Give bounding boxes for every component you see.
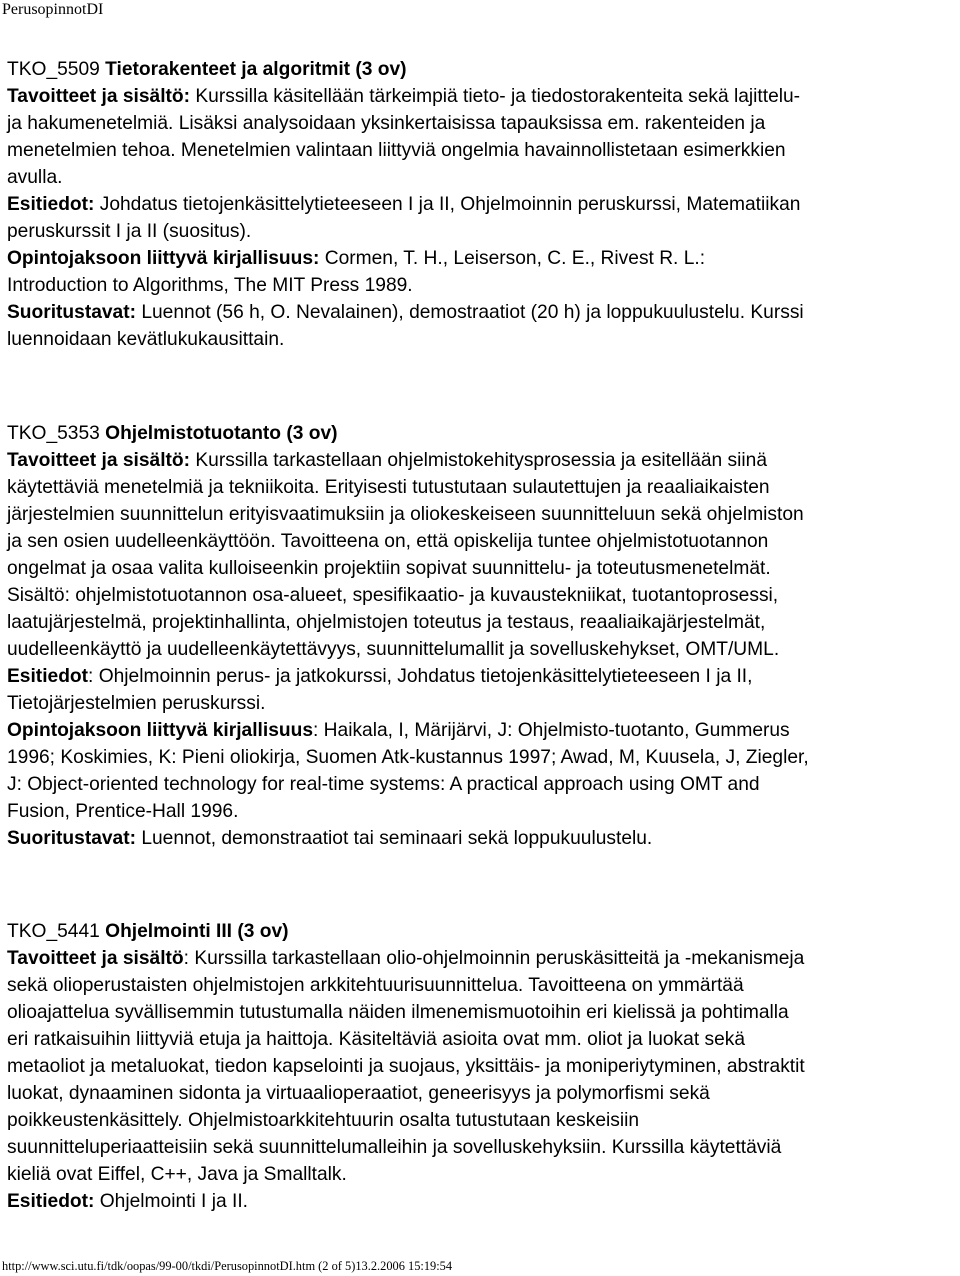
body-text: Johdatus tietojenkäsittelytieteeseen I ja II, Ohjelmoinnin peruskurssi, Matematiikan: [99, 194, 801, 215]
course-text-line: [7, 110, 957, 137]
course-text-line: [7, 1134, 957, 1161]
course-text-line: [7, 972, 957, 999]
body-text: 1996; Koskimies, K: Pieni oliokirja, Suomen Atk-kustannus 1997; Awad, M, Kuusela, J, Ziegler,: [7, 747, 809, 768]
body-text: luennoidaan kevätlukukausittain.: [7, 329, 285, 350]
course-text-line: [7, 1161, 957, 1188]
course-text-line: [7, 1107, 957, 1134]
course-text-line: [7, 582, 957, 609]
body-text: J: Object-oriented technology for real-time systems: A practical approach using OMT and: [7, 774, 760, 795]
field-label: Tavoitteet ja sisältö:: [7, 86, 196, 107]
course-section: [7, 56, 957, 353]
course-text-line: [7, 945, 957, 972]
body-text: : Haikala, I, Märijärvi, J: Ohjelmisto-tuotanto, Gummerus: [313, 720, 790, 741]
body-text: Fusion, Prentice-Hall 1996.: [7, 801, 239, 822]
body-text: ja hakumenetelmiä. Lisäksi analysoidaan yksinkertaisissa tapauksissa em. rakenteiden ja: [7, 113, 766, 134]
body-text: ja sen osien uudelleenkäyttöön. Tavoitteena on, että opiskelija tuntee ohjelmistotuotannon: [7, 531, 769, 552]
body-text: Cormen, T. H., Leiserson, C. E., Rivest R. L.:: [324, 248, 706, 269]
field-label: Opintojaksoon liittyvä kirjallisuus: [7, 720, 314, 741]
course-name: Ohjelmistotuotanto (3 ov): [105, 423, 338, 444]
body-text: Luennot (56 h, O. Nevalainen), demostraatiot (20 h) ja loppukuulustelu. Kurssi: [141, 302, 804, 323]
body-text: : Ohjelmoinnin perus- ja jatkokurssi, Johdatus tietojenkäsittelytieteeseen I ja II,: [88, 666, 753, 687]
course-text-line: [7, 744, 957, 771]
course-text-line: [7, 798, 957, 825]
body-text: suunnitteluperiaatteisiin sekä suunnittelumalleihin ja sovelluskehyksiin. Kurssilla käytettäviä: [7, 1137, 782, 1158]
course-code: TKO_5353: [7, 423, 100, 444]
field-label: Esitiedot: [7, 666, 89, 687]
body-text: Ohjelmointi I ja II.: [99, 1191, 248, 1212]
body-text: Kurssilla käsitellään tärkeimpiä tieto- ja tiedostorakenteita sekä lajittelu-: [195, 86, 801, 107]
course-code: TKO_5509: [7, 59, 100, 80]
course-text-line: [7, 83, 957, 110]
body-text: uudelleenkäyttö ja uudelleenkäytettävyys, suunnittelumallit ja sovelluskehykset, OMT/UML.: [7, 639, 780, 660]
course-code: TKO_5441: [7, 921, 100, 942]
course-text-line: [7, 663, 957, 690]
body-text: avulla.: [7, 167, 63, 188]
course-text-line: [7, 1188, 957, 1215]
course-section: [7, 420, 957, 852]
course-text-line: [7, 636, 957, 663]
body-text: menetelmien tehoa. Menetelmien valintaan liittyviä ongelmia havainnollistetaan esimerkkien: [7, 140, 786, 161]
course-text-line: [7, 771, 957, 798]
course-text-line: [7, 447, 957, 474]
course-text-line: [7, 164, 957, 191]
course-text-line: [7, 245, 957, 272]
course-text-line: [7, 1053, 957, 1080]
course-name: Tietorakenteet ja algoritmit (3 ov): [105, 59, 407, 80]
course-text-line: [7, 717, 957, 744]
course-text-line: [7, 555, 957, 582]
course-title: [7, 420, 957, 447]
course-text-line: [7, 326, 957, 353]
document-footer-url: http://www.sci.utu.fi/tdk/oopas/99-00/tkdi/PerusopinnotDI.htm (2 of 5)13.2.2006 15:19:54: [2, 1259, 453, 1273]
body-text: luokat, dynaaminen sidonta ja virtuaalioperaatiot, geneerisyys ja polymorfismi sekä: [7, 1083, 710, 1104]
course-name: Ohjelmointi III (3 ov): [105, 921, 289, 942]
course-text-line: [7, 272, 957, 299]
course-text-line: [7, 501, 957, 528]
body-text: eri ratkaisuihin liittyviä etuja ja haittoja. Käsiteltäviä asioita ovat mm. oliot ja luokat sekä: [7, 1029, 746, 1050]
course-text-line: [7, 825, 957, 852]
body-text: järjestelmien suunnittelun erityisvaatimuksiin ja oliokeskeiseen suunnitteluun sekä ohjelmiston: [7, 504, 804, 525]
field-label: Opintojaksoon liittyvä kirjallisuus:: [7, 248, 325, 269]
field-label: Esitiedot:: [7, 194, 100, 215]
body-text: poikkeustenkäsittely. Ohjelmistoarkkitehtuurin osalta tutustutaan keskeisiin: [7, 1110, 640, 1131]
body-text: sekä olioperustaisten ohjelmistojen arkkitehtuurisuunnittelua. Tavoitteena on ymmärtää: [7, 975, 744, 996]
body-text: Sisältö: ohjelmistotuotannon osa-alueet, spesifikaatio- ja kuvaustekniikat, tuotantoprosessi,: [7, 585, 779, 606]
course-text-line: [7, 690, 957, 717]
course-text-line: [7, 1026, 957, 1053]
field-label: Suoritustavat:: [7, 302, 142, 323]
course-text-line: [7, 999, 957, 1026]
course-text-line: [7, 299, 957, 326]
body-text: : Kurssilla tarkastellaan olio-ohjelmoinnin peruskäsitteitä ja -mekanismeja: [183, 948, 805, 969]
course-text-line: [7, 137, 957, 164]
course-text-line: [7, 1080, 957, 1107]
body-text: olioajattelua syvällisemmin tutustumalla näiden ilmenemismuotoihin eri kielissä ja pohtimalla: [7, 1002, 789, 1023]
body-text: Tietojärjestelmien peruskurssi.: [7, 693, 266, 714]
course-section: [7, 918, 957, 1215]
course-text-line: [7, 528, 957, 555]
field-label: Tavoitteet ja sisältö: [7, 948, 184, 969]
body-text: laatujärjestelmä, projektinhallinta, ohjelmistojen toteutus ja testaus, reaaliaikajärjestelmät,: [7, 612, 766, 633]
document-header-title: PerusopinnotDI: [2, 1, 104, 18]
body-text: kieliä ovat Eiffel, C++, Java ja Smalltalk.: [7, 1164, 347, 1185]
course-text-line: [7, 474, 957, 501]
body-text: metaoliot ja metaluokat, tiedon kapselointi ja suojaus, yksittäis- ja moniperiytyminen, abstraktit: [7, 1056, 805, 1077]
field-label: Suoritustavat:: [7, 828, 142, 849]
course-text-line: [7, 191, 957, 218]
body-text: Introduction to Algorithms, The MIT Press 1989.: [7, 275, 413, 296]
body-text: käytettäviä menetelmiä ja tekniikoita. Erityisesti tutustutaan sulautettujen ja reaaliaikaisten: [7, 477, 770, 498]
course-title: [7, 918, 957, 945]
body-text: Luennot, demonstraatiot tai seminaari sekä loppukuulustelu.: [141, 828, 653, 849]
body-text: Kurssilla tarkastellaan ohjelmistokehitysprosessia ja esitellään siinä: [195, 450, 768, 471]
field-label: Tavoitteet ja sisältö:: [7, 450, 196, 471]
body-text: ongelmat ja osaa valita kulloiseenkin projektiin sopivat suunnittelu- ja toteutusmenetelmät.: [7, 558, 771, 579]
course-title: [7, 56, 957, 83]
field-label: Esitiedot:: [7, 1191, 100, 1212]
course-text-line: [7, 609, 957, 636]
course-text-line: [7, 218, 957, 245]
body-text: peruskurssit I ja II (suositus).: [7, 221, 252, 242]
